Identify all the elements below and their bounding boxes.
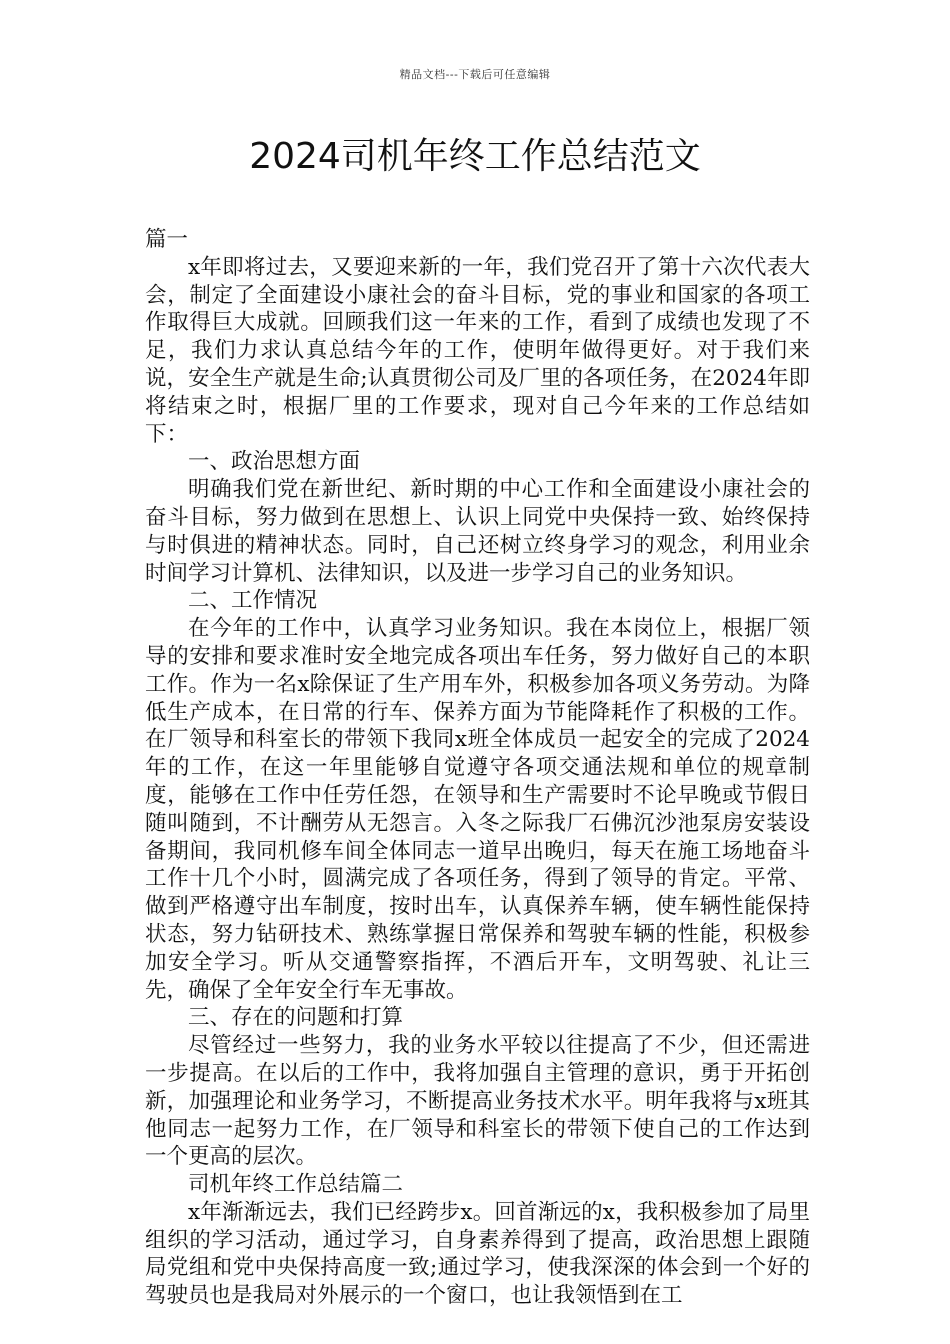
section-label: 篇一 [145,227,189,252]
heading-work: 二、工作情况 [188,588,318,614]
paragraph-political: 明确我们党在新世纪、新时期的中心工作和全面建设小康社会的奋斗目标，努力做到在思想上、认识上同党中央保持一致、始终保持与时俱进的精神状态。同时，自己还树立终身学习的观念，利用业余时间学习计算机、法律知识，以及进一步学习自己的业务知识。 [145,477,810,586]
heading-part-two: 司机年终工作总结篇二 [188,1172,404,1198]
paragraph-work: 在今年的工作中，认真学习业务知识。我在本岗位上，根据厂领导的安排和要求准时安全地完成各项出车任务，努力做好自己的本职工作。作为一名x除保证了生产用车外，积极参加各项义务劳动。为降低生产成本，在日常的行车、保养方面为节能降耗作了积极的工作。在厂领导和科室长的带领下我同x班全体成员一起安全的完成了2024年的工作，在这一年里能够自觉遵守各项交通法规和单位的规章制度，能够在工作中任劳任怨，在领导和生产需要时不论早晚或节假日随叫随到，不计酬劳从无怨言。入冬之际我厂石佛沉沙池泵房安装设备期间，我同机修车间全体同志一道早出晚归，每天在施工场地奋斗工作十几个小时，圆满完成了各项任务，得到了领导的肯定。平常、做到严格遵守出车制度，按时出车，认真保养车辆，使车辆性能保持状态，努力钻研技术、熟练掌握日常保养和驾驶车辆的性能，积极参加安全学习。听从交通警察指挥，不酒后开车，文明驾驶、礼让三先，确保了全年安全行车无事故。 [145,616,810,1003]
paragraph-issues: 尽管经过一些努力，我的业务水平较以往提高了不少，但还需进一步提高。在以后的工作中，我将加强自主管理的意识，勇于开拓创新，加强理论和业务学习，不断提高业务技术水平。明年我将与x班其他同志一起努力工作，在厂领导和科室长的带领下使自己的工作达到一个更高的层次。 [145,1033,810,1170]
heading-issues: 三、存在的问题和打算 [188,1005,404,1031]
heading-political: 一、政治思想方面 [188,449,361,475]
paragraph-part-two: x年渐渐远去，我们已经跨步x。回首渐远的x，我积极参加了局里组织的学习活动，通过学习，自身素养得到了提高，政治思想上跟随局党组和党中央保持高度一致;通过学习，使我深深的体会到一个好的驾驶员也是我局对外展示的一个窗口，也让我领悟到在工 [145,1199,810,1309]
document-body [145,226,810,1310]
paragraph-intro: x年即将过去，又要迎来新的一年，我们党召开了第十六次代表大会，制定了全面建设小康社会的奋斗目标，党的事业和国家的各项工作取得巨大成就。回顾我们这一年来的工作，看到了成绩也发现了不足，我们力求认真总结今年的工作，使明年做得更好。对于我们来说，安全生产就是生命;认真贯彻公司及厂里的各项任务，在2024年即将结束之时，根据厂里的工作要求，现对自己今年来的工作总结如下： [145,254,810,447]
page-title: 2024司机年终工作总结范文 [249,136,701,177]
header-note: 精品文档---下载后可任意编辑 [399,68,551,81]
